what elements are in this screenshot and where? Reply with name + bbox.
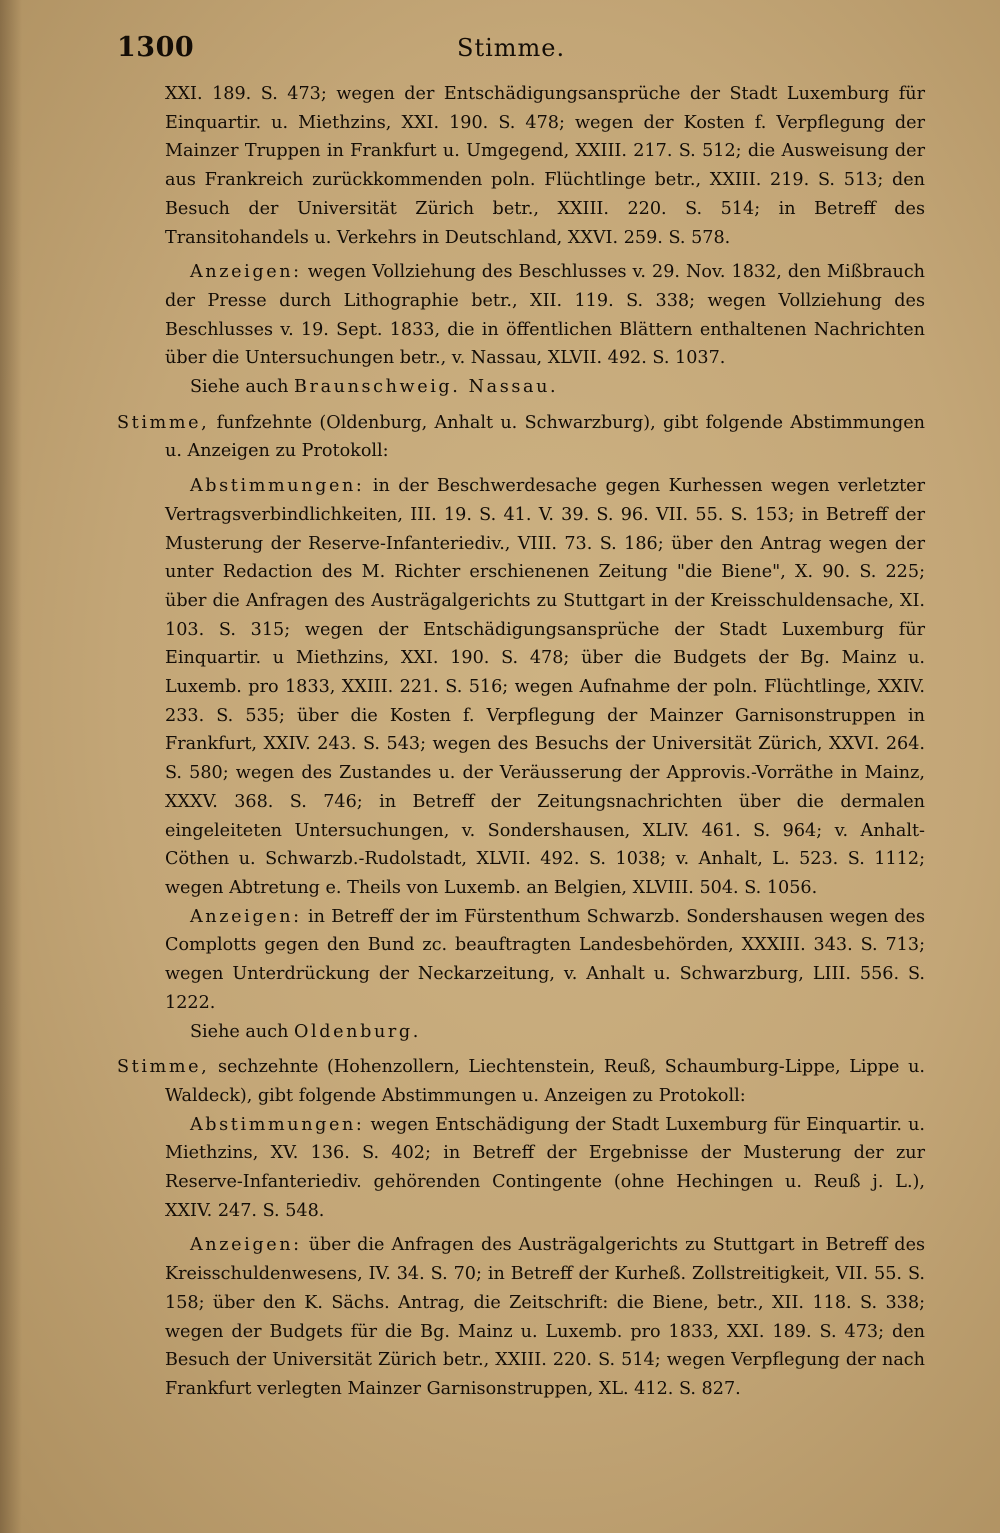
anzeigen-label: Anzeigen: xyxy=(190,262,302,283)
abstimmungen-label: Abstimmungen: xyxy=(190,476,365,497)
abstimmungen-label: Abstimmungen: xyxy=(190,1114,365,1135)
page-number: 1300 xyxy=(117,32,195,63)
page-edge-shadow xyxy=(0,0,22,1533)
entry-headword: Stimme, xyxy=(117,412,210,433)
abstimmungen-paragraph: Abstimmungen: in der Beschwerdesache gegen Kurhessen wegen verletzter Vertragsverbindlichkeiten, III. 19. S. 41. V. 39. S. 96. VII. 55. S. 153; in Betreff der Musterung der Reserve-Infanteriediv., VIII. 73. S. 186; über den Antrag wegen der unter Redaction des M. Richter erschienenen Zeitung "die Biene", X. 90. S. 225; über die Anfragen des Austrägalgerichts zu Stuttgart in der Kreisschuldensache, XI. 103. S. 315; wegen der Entschädigungsansprüche der Stadt Luxemburg für Einquartir. u Miethzins, XXI. 190. S. 478; über die Budgets der Bg. Mainz u. Luxemb. pro 1833, XXIII. 221. S. 516; wegen Aufnahme der poln. Flüchtlinge, XXIV. 233. S. 535; über die Kosten f. Verpflegung der Mainzer Garnisonstruppen in Frankfurt, XXIV. 243. S. 543; wegen des Besuchs der Universität Zürich, XXVI. 264. S. 580; wegen des Zustandes u. der Veräusserung der Approvis.-Vorräthe in Mainz, XXXV. 368. S. 746; in Betreff der Zeitungsnachrichten über die dermalen eingeleiteten Untersuchungen, v. Sondershausen, XLIV. 461. S. 964; v. Anhalt-Cöthen u. Schwarzb.-Rudolstadt, XLVII. 492. S. 1038; v. Anhalt, L. 523. S. 1112; wegen Abtretung e. Theils von Luxemb. an Belgien, XLVIII. 504. S. 1056. xyxy=(165,476,925,898)
index-text-body xyxy=(117,80,925,1404)
page-header xyxy=(117,32,917,72)
index-entry-15: Stimme, funfzehnte (Oldenburg, Anhalt u. Schwarzburg), gibt folgende Abstimmungen u. Anzeigen zu Protokoll: xyxy=(117,412,925,462)
entry-headword: Stimme, xyxy=(117,1057,210,1078)
abstimmungen-paragraph: Abstimmungen: wegen Entschädigung der Stadt Luxemburg für Einquartir. u. Miethzins, XV. 136. S. 402; in Betreff der Ergebnisse der Musterung der zur Reserve-Infanteriediv. gehörenden Contingente (ohne Hechingen u. Reuß j. L.), XXIV. 247. S. 548. xyxy=(165,1114,925,1221)
see-also-refs: Oldenburg. xyxy=(294,1021,421,1042)
anzeigen-paragraph: Anzeigen: über die Anfragen des Austrägalgerichts zu Stuttgart in Betreff des Kreisschuldenwesens, IV. 34. S. 70; in Betreff der Kurheß. Zollstreitigkeit, VII. 55. S. 158; über den K. Sächs. Antrag, die Zeitschrift: die Biene, betr., XII. 118. S. 338; wegen der Budgets für die Bg. Mainz u. Luxemb. pro 1833, XXI. 189. S. 473; den Besuch der Universität Zürich betr., XXIII. 220. S. 514; wegen Verpflegung der nach Frankfurt verlegten Mainzer Garnisonstruppen, XL. 412. S. 827. xyxy=(165,1235,926,1399)
continued-paragraph: XXI. 189. S. 473; wegen der Entschädigungsansprüche der Stadt Luxemburg für Einquartir. u. Miethzins, XXI. 190. S. 478; wegen der Kosten f. Verpflegung der Mainzer Truppen in Frankfurt u. Umgegend, XXIII. 217. S. 512; die Ausweisung der aus Frankreich zurückkommenden poln. Flüchtlinge betr., XXIII. 219. S. 513; den Besuch der Universität Zürich betr., XXIII. 220. S. 514; in Betreff des Transitohandels u. Verkehrs in Deutschland, XXVI. 259. S. 578. xyxy=(165,84,925,248)
anzeigen-paragraph: Anzeigen: in Betreff der im Fürstenthum Schwarzb. Sondershausen wegen des Complotts gegen den Bund zc. beauftragten Landesbehörden, XXXIII. 343. S. 713; wegen Unterdrückung der Neckarzeitung, v. Anhalt u. Schwarzburg, LIII. 556. S. 1222. xyxy=(165,906,926,1013)
running-title: Stimme. xyxy=(457,34,566,62)
see-also-line: Siehe auch Braunschweig. Nassau. xyxy=(190,377,559,398)
see-also-refs: Braunschweig. Nassau. xyxy=(294,377,559,398)
anzeigen-label: Anzeigen: xyxy=(190,1235,302,1256)
anzeigen-label: Anzeigen: xyxy=(190,906,302,927)
see-also-line: Siehe auch Oldenburg. xyxy=(190,1021,421,1042)
index-entry-16: Stimme, sechzehnte (Hohenzollern, Liechtenstein, Reuß, Schaumburg-Lippe, Lippe u. Waldeck), gibt folgende Abstimmungen u. Anzeigen zu Protokoll: xyxy=(117,1057,926,1106)
anzeigen-paragraph: Anzeigen: wegen Vollziehung des Beschlusses v. 29. Nov. 1832, den Mißbrauch der Presse durch Lithographie betr., XII. 119. S. 338; wegen Vollziehung des Beschlusses v. 19. Sept. 1833, die in öffentlichen Blättern enthaltenen Nachrichten über die Untersuchungen betr., v. Nassau, XLVII. 492. S. 1037. xyxy=(165,262,926,369)
